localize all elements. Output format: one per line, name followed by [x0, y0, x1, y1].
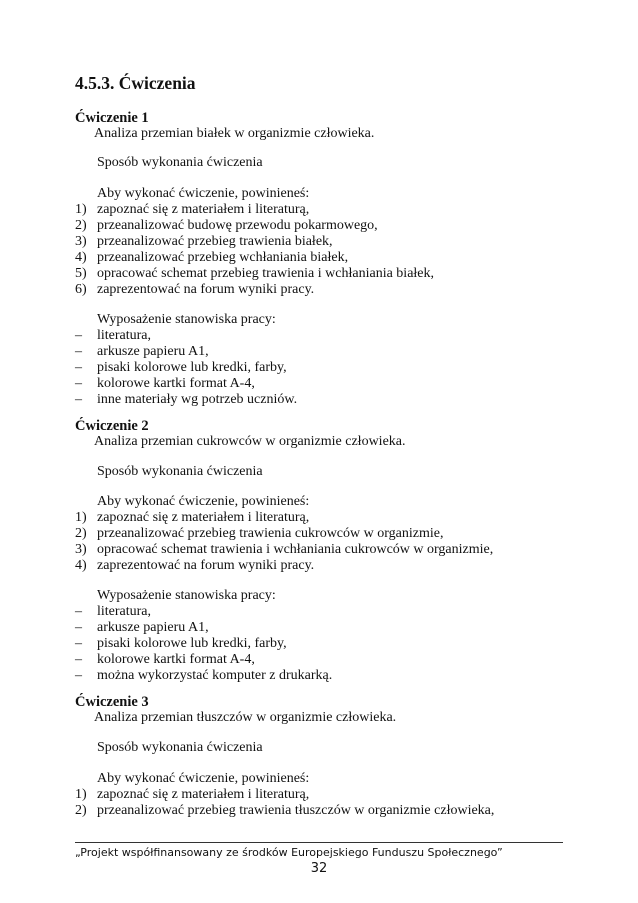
footer-text: „Projekt współfinansowany ze środków Europejskiego Funduszu Społecznego”	[75, 846, 503, 859]
step-text: przeanalizować przebieg trawienia cukrowców w organizmie,	[97, 526, 444, 541]
dash-bullet: –	[75, 344, 82, 359]
page-number: 32	[310, 861, 328, 876]
step-text: przeanalizować przebieg trawienia tłuszczów w organizmie człowieka,	[97, 803, 495, 818]
exercise-3-title: Ćwiczenie 3	[75, 694, 149, 710]
step-number: 3)	[75, 542, 87, 557]
step-number: 4)	[75, 558, 87, 573]
exercise-2-equipment-title: Wyposażenie stanowiska pracy:	[97, 588, 276, 603]
step-text: zaprezentować na forum wyniki pracy.	[97, 282, 315, 297]
step-number: 4)	[75, 250, 87, 265]
step-number: 5)	[75, 266, 87, 281]
equipment-item: inne materiały wg potrzeb uczniów.	[97, 392, 298, 407]
step-text: zapoznać się z materiałem i literaturą,	[97, 787, 310, 802]
equipment-item: arkusze papieru A1,	[97, 620, 209, 635]
step-number: 1)	[75, 202, 87, 217]
step-text: przeanalizować przebieg trawienia białek,	[97, 234, 333, 249]
step-text: zaprezentować na forum wyniki pracy.	[97, 558, 315, 573]
dash-bullet: –	[75, 376, 82, 391]
equipment-item: pisaki kolorowe lub kredki, farby,	[97, 360, 287, 375]
step-number: 1)	[75, 787, 87, 802]
step-text: opracować schemat trawienia i wchłaniania cukrowców w organizmie,	[97, 542, 494, 557]
step-number: 2)	[75, 526, 87, 541]
dash-bullet: –	[75, 604, 82, 619]
equipment-item: literatura,	[97, 604, 152, 619]
equipment-item: arkusze papieru A1,	[97, 344, 209, 359]
exercise-1-equipment-title: Wyposażenie stanowiska pracy:	[97, 312, 276, 327]
exercise-2-intro: Aby wykonać ćwiczenie, powinieneś:	[97, 494, 310, 509]
exercise-3-method: Sposób wykonania ćwiczenia	[97, 740, 263, 755]
step-text: opracować schemat przebieg trawienia i wchłaniania białek,	[97, 266, 435, 281]
exercise-2-title: Ćwiczenie 2	[75, 418, 149, 434]
exercise-2-method: Sposób wykonania ćwiczenia	[97, 464, 263, 479]
exercise-3-subtitle: Analiza przemian tłuszczów w organizmie człowieka.	[94, 710, 397, 725]
dash-bullet: –	[75, 392, 82, 407]
dash-bullet: –	[75, 328, 82, 343]
exercise-1-intro: Aby wykonać ćwiczenie, powinieneś:	[97, 186, 310, 201]
step-number: 2)	[75, 218, 87, 233]
equipment-item: kolorowe kartki format A-4,	[97, 376, 255, 391]
step-text: przeanalizować przebieg wchłaniania białek,	[97, 250, 349, 265]
step-text: zapoznać się z materiałem i literaturą,	[97, 202, 310, 217]
section-title: 4.5.3. Ćwiczenia	[75, 73, 196, 93]
exercise-2-subtitle: Analiza przemian cukrowców w organizmie człowieka.	[94, 434, 406, 449]
dash-bullet: –	[75, 620, 82, 635]
dash-bullet: –	[75, 652, 82, 667]
equipment-item: można wykorzystać komputer z drukarką.	[97, 668, 333, 683]
equipment-item: literatura,	[97, 328, 152, 343]
exercise-3-intro: Aby wykonać ćwiczenie, powinieneś:	[97, 771, 310, 786]
equipment-item: pisaki kolorowe lub kredki, farby,	[97, 636, 287, 651]
exercise-1-title: Ćwiczenie 1	[75, 110, 149, 126]
footer-divider	[75, 842, 563, 843]
step-text: zapoznać się z materiałem i literaturą,	[97, 510, 310, 525]
step-number: 1)	[75, 510, 87, 525]
dash-bullet: –	[75, 668, 82, 683]
dash-bullet: –	[75, 636, 82, 651]
exercise-1-method: Sposób wykonania ćwiczenia	[97, 155, 263, 170]
equipment-item: kolorowe kartki format A-4,	[97, 652, 255, 667]
dash-bullet: –	[75, 360, 82, 375]
step-number: 3)	[75, 234, 87, 249]
step-number: 6)	[75, 282, 87, 297]
step-text: przeanalizować budowę przewodu pokarmowego,	[97, 218, 378, 233]
exercise-1-subtitle: Analiza przemian białek w organizmie człowieka.	[94, 126, 375, 141]
step-number: 2)	[75, 803, 87, 818]
